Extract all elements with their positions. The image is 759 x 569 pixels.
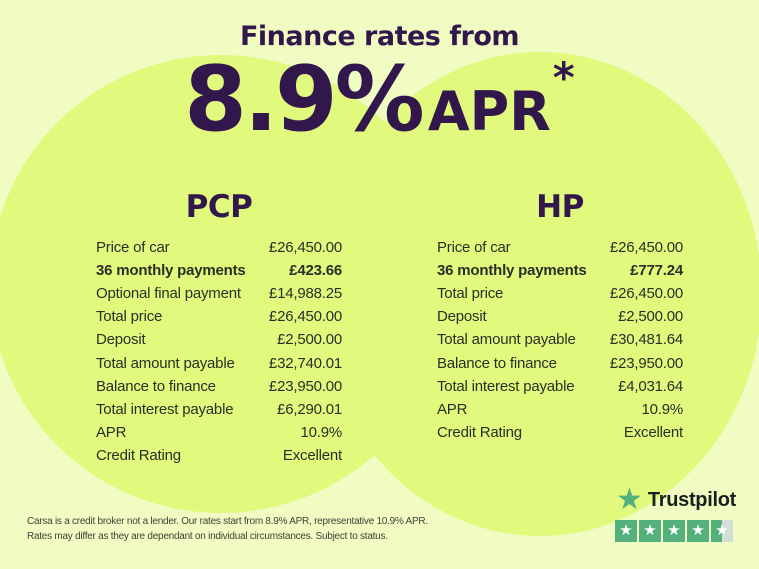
disclaimer-line: Rates may differ as they are dependant on individual circumstances. Subject to status. xyxy=(27,531,388,542)
finance-row xyxy=(437,421,683,444)
finance-row xyxy=(437,375,683,398)
headline-rate xyxy=(0,47,759,152)
hp-finance-table xyxy=(437,236,683,444)
row-value: Excellent xyxy=(282,446,342,464)
row-value: £14,988.25 xyxy=(268,285,342,303)
page-title: Finance rates from xyxy=(239,21,520,52)
row-label: Total amount payable xyxy=(437,331,576,349)
row-value: £423.66 xyxy=(289,262,342,280)
row-value: Excellent xyxy=(623,423,683,441)
row-label: Optional final payment xyxy=(96,285,241,303)
row-label: Credit Rating xyxy=(96,446,181,464)
legal-disclaimer xyxy=(27,514,447,544)
rate-value: 8.9% xyxy=(184,47,422,152)
trustpilot-brand-text: Trustpilot xyxy=(647,488,737,511)
row-label: Balance to finance xyxy=(437,354,557,372)
row-label: Deposit xyxy=(437,308,487,326)
trustpilot-star-icon: ★ xyxy=(616,482,643,517)
row-value: £777.24 xyxy=(630,262,683,280)
row-value: £23,950.00 xyxy=(609,354,683,372)
row-label: Total amount payable xyxy=(96,354,235,372)
finance-row xyxy=(96,351,342,374)
row-value: £2,500.00 xyxy=(618,308,683,326)
finance-row xyxy=(437,282,683,305)
finance-row xyxy=(437,236,683,259)
finance-row xyxy=(96,421,342,444)
row-label: Total interest payable xyxy=(96,400,234,418)
finance-row xyxy=(96,282,342,305)
star-icon: ★ xyxy=(643,520,657,539)
row-value: £2,500.00 xyxy=(277,331,342,349)
footnote-asterisk: * xyxy=(552,53,575,102)
row-value: £26,450.00 xyxy=(609,285,683,303)
row-value: 10.9% xyxy=(300,423,342,441)
row-label: Balance to finance xyxy=(96,377,216,395)
row-label: Price of car xyxy=(437,239,511,257)
finance-row xyxy=(96,328,342,351)
rating-star-box xyxy=(711,520,733,542)
row-value: 10.9% xyxy=(641,400,683,418)
row-value: £4,031.64 xyxy=(618,377,683,395)
row-label: Deposit xyxy=(96,331,146,349)
row-value: £32,740.01 xyxy=(268,354,342,372)
row-value: £30,481.64 xyxy=(609,331,683,349)
star-icon: ★ xyxy=(667,520,681,539)
row-value: £26,450.00 xyxy=(609,239,683,257)
pcp-column-title: PCP xyxy=(185,189,253,225)
row-label: APR xyxy=(437,400,468,418)
finance-row xyxy=(96,305,342,328)
star-icon: ★ xyxy=(619,520,633,539)
row-label: 36 monthly payments xyxy=(437,262,587,280)
row-label: Total price xyxy=(96,308,163,326)
rating-star-box xyxy=(615,520,637,542)
row-value: £23,950.00 xyxy=(268,377,342,395)
finance-row xyxy=(437,328,683,351)
finance-row xyxy=(96,375,342,398)
row-value: £6,290.01 xyxy=(277,400,342,418)
finance-row xyxy=(437,305,683,328)
finance-row xyxy=(437,351,683,374)
hp-column-title: HP xyxy=(536,189,584,225)
finance-row xyxy=(96,236,342,259)
finance-row xyxy=(96,259,342,282)
row-label: APR xyxy=(96,423,127,441)
star-icon: ★ xyxy=(691,520,705,539)
rating-star-box xyxy=(687,520,709,542)
row-label: 36 monthly payments xyxy=(96,262,246,280)
rating-star-box xyxy=(639,520,661,542)
finance-row xyxy=(437,259,683,282)
row-label: Total price xyxy=(437,285,504,303)
pcp-finance-table xyxy=(96,236,342,467)
disclaimer-line: Carsa is a credit broker not a lender. Our rates start from 8.9% APR, representative 10.9% APR. xyxy=(27,516,428,527)
row-value: £26,450.00 xyxy=(268,239,342,257)
rating-star-box xyxy=(663,520,685,542)
finance-row xyxy=(437,398,683,421)
finance-row xyxy=(96,444,342,467)
finance-row xyxy=(96,398,342,421)
row-label: Credit Rating xyxy=(437,423,522,441)
trustpilot-stars xyxy=(615,520,733,542)
row-label: Total interest payable xyxy=(437,377,575,395)
star-icon: ★ xyxy=(715,520,729,539)
row-value: £26,450.00 xyxy=(268,308,342,326)
row-label: Price of car xyxy=(96,239,170,257)
rate-unit: APR xyxy=(427,80,551,143)
trustpilot-logo[interactable] xyxy=(616,482,737,517)
